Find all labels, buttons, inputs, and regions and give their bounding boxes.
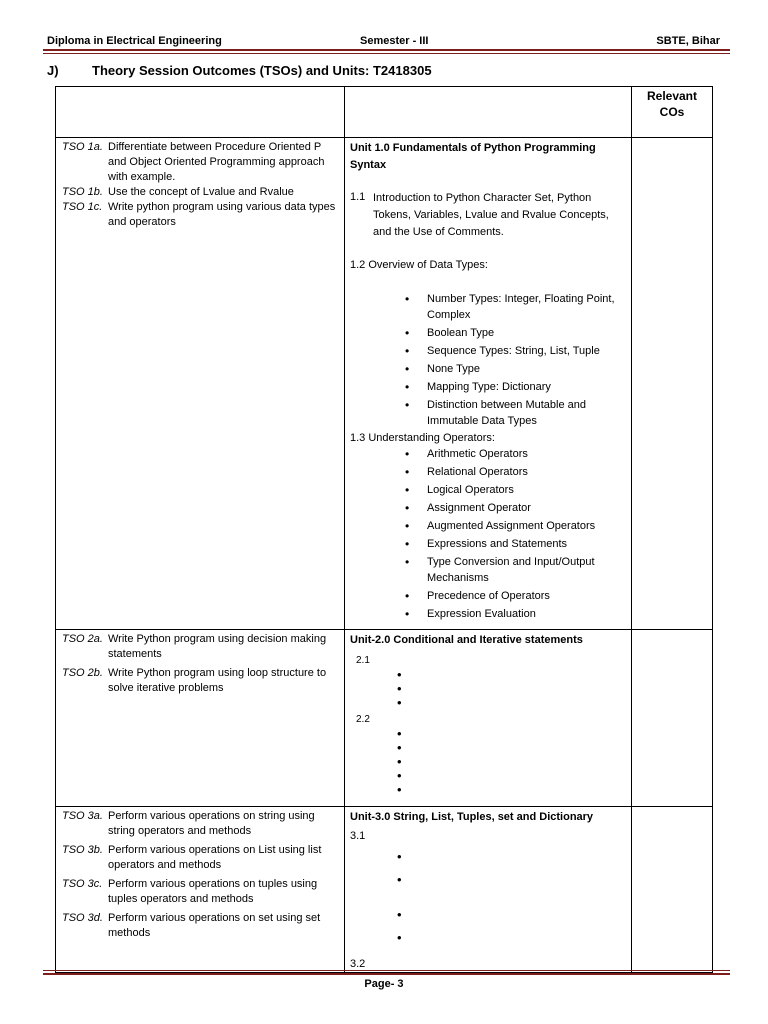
tso-code: TSO 2a. [62,633,103,645]
tso-item [62,843,340,873]
header-cell-tso [56,87,345,138]
subsection-number: 3.1 [350,830,366,842]
header-cell-relevant-cos [632,87,713,138]
subsection-text: Introduction to Python Character Set, Python Tokens, Variables, Lvalue and Rvalue Concepts, and the Use of Comments. [373,192,609,238]
unit-title: Unit-3.0 String, List, Tuples, set and Dictionary [350,811,594,823]
list-item: • Augmented Assignment Operators [405,518,627,534]
tso-cell [56,138,345,630]
list-item: • Mapping Type: Dictionary [405,379,627,395]
list-item: • Logical Operators [405,482,627,498]
footer-rule-thin [43,970,730,971]
list-item: • Expressions and Statements [405,536,627,552]
list-item: • Distinction between Mutable and Immutable Data Types [405,397,627,429]
list-item: • Relational Operators [405,464,627,480]
list-item: • Boolean Type [405,325,627,341]
subsection-1-1 [350,190,627,241]
list-item: • Type Conversion and Input/Output Mechanisms [405,554,627,586]
tso-code: TSO 3d. [62,912,103,924]
page-number: Page- 3 [364,978,404,990]
relevant-cos-label-line2: COs [659,105,685,119]
relevant-cos-cell [632,630,713,807]
list-item: • Sequence Types: String, List, Tuple [405,343,627,359]
data-types-list [350,291,627,429]
tso-text: Differentiate between Procedure Oriented P and Object Oriented Programming approach with example. [108,141,325,183]
subsection-heading: 1.3 Understanding Operators: [350,432,495,444]
tso-code: TSO 2b. [62,667,103,679]
bullet-marker: • [397,726,402,741]
subsection-heading: 1.2 Overview of Data Types: [350,259,488,271]
relevant-cos-cell [632,138,713,630]
tso-item [62,140,340,185]
tso-code: TSO 1a. [62,141,103,153]
bullet-marker: • [397,930,402,945]
tso-text: Perform various operations on string using string operators and methods [108,810,315,837]
tso-text: Use the concept of Lvalue and Rvalue [108,186,294,198]
section-title: Theory Session Outcomes (TSOs) and Units: T2418305 [92,63,432,78]
table-row [56,630,713,807]
bullet-marker: • [397,740,402,755]
tso-text: Write Python program using decision making statements [108,633,327,660]
bullet-marker: • [397,782,402,797]
unit-cell [345,630,632,807]
table-row [56,138,713,630]
header-rule [43,49,730,51]
tso-text: Perform various operations on set using set methods [108,912,321,939]
tso-item [62,877,340,907]
header-program: Diploma in Electrical Engineering [47,35,222,47]
subsection-number: 2.2 [356,714,370,725]
unit-cell [345,807,632,973]
bullet-marker: • [397,849,402,864]
tso-code: TSO 3b. [62,844,103,856]
operators-list [350,446,627,622]
tso-code: TSO 3a. [62,810,103,822]
tso-item [62,185,340,200]
list-item: • Number Types: Integer, Floating Point, Complex [405,291,627,323]
tso-text: Perform various operations on tuples using tuples operators and methods [108,878,318,905]
list-item: • Precedence of Operators [405,588,627,604]
tso-item [62,632,340,662]
tso-item [62,666,340,696]
subsection-number: 1.1 [350,191,366,203]
header-cell-units [345,87,632,138]
table-header-row [56,87,713,138]
bullet-marker: • [397,768,402,783]
tso-item [62,200,340,230]
tso-cell [56,807,345,973]
table-row [56,807,713,973]
relevant-cos-cell [632,807,713,973]
unit-cell [345,138,632,630]
list-item: • Assignment Operator [405,500,627,516]
unit-title: Unit-2.0 Conditional and Iterative statements [350,634,583,646]
footer-rule [43,973,730,975]
tso-item [62,809,340,839]
page-header [47,35,720,49]
bullet-marker: • [397,754,402,769]
header-rule-thin [43,53,730,54]
unit-title: Unit 1.0 Fundamentals of Python Programming Syntax [350,142,596,171]
subsection-number: 3.2 [350,958,366,970]
tso-units-table [55,86,713,973]
bullet-marker: • [397,907,402,922]
header-board: SBTE, Bihar [656,35,720,47]
tso-code: TSO 1c. [62,201,103,213]
tso-item [62,911,340,941]
list-item: • Arithmetic Operators [405,446,627,462]
list-item: • Expression Evaluation [405,606,627,622]
tso-code: TSO 3c. [62,878,103,890]
bullet-marker: • [397,667,402,682]
bullet-marker: • [397,695,402,710]
tso-cell [56,630,345,807]
subsection-number: 2.1 [356,655,370,666]
relevant-cos-label-line1: Relevant [646,89,698,103]
tso-code: TSO 1b. [62,186,103,198]
header-semester: Semester - III [360,35,429,47]
tso-text: Write Python program using loop structure to solve iterative problems [108,667,327,694]
tso-text: Write python program using various data types and operators [108,201,336,228]
bullet-marker: • [397,872,402,887]
tso-text: Perform various operations on List using list operators and methods [108,844,322,871]
section-letter: J) [47,63,59,78]
list-item: • None Type [405,361,627,377]
bullet-marker: • [397,681,402,696]
